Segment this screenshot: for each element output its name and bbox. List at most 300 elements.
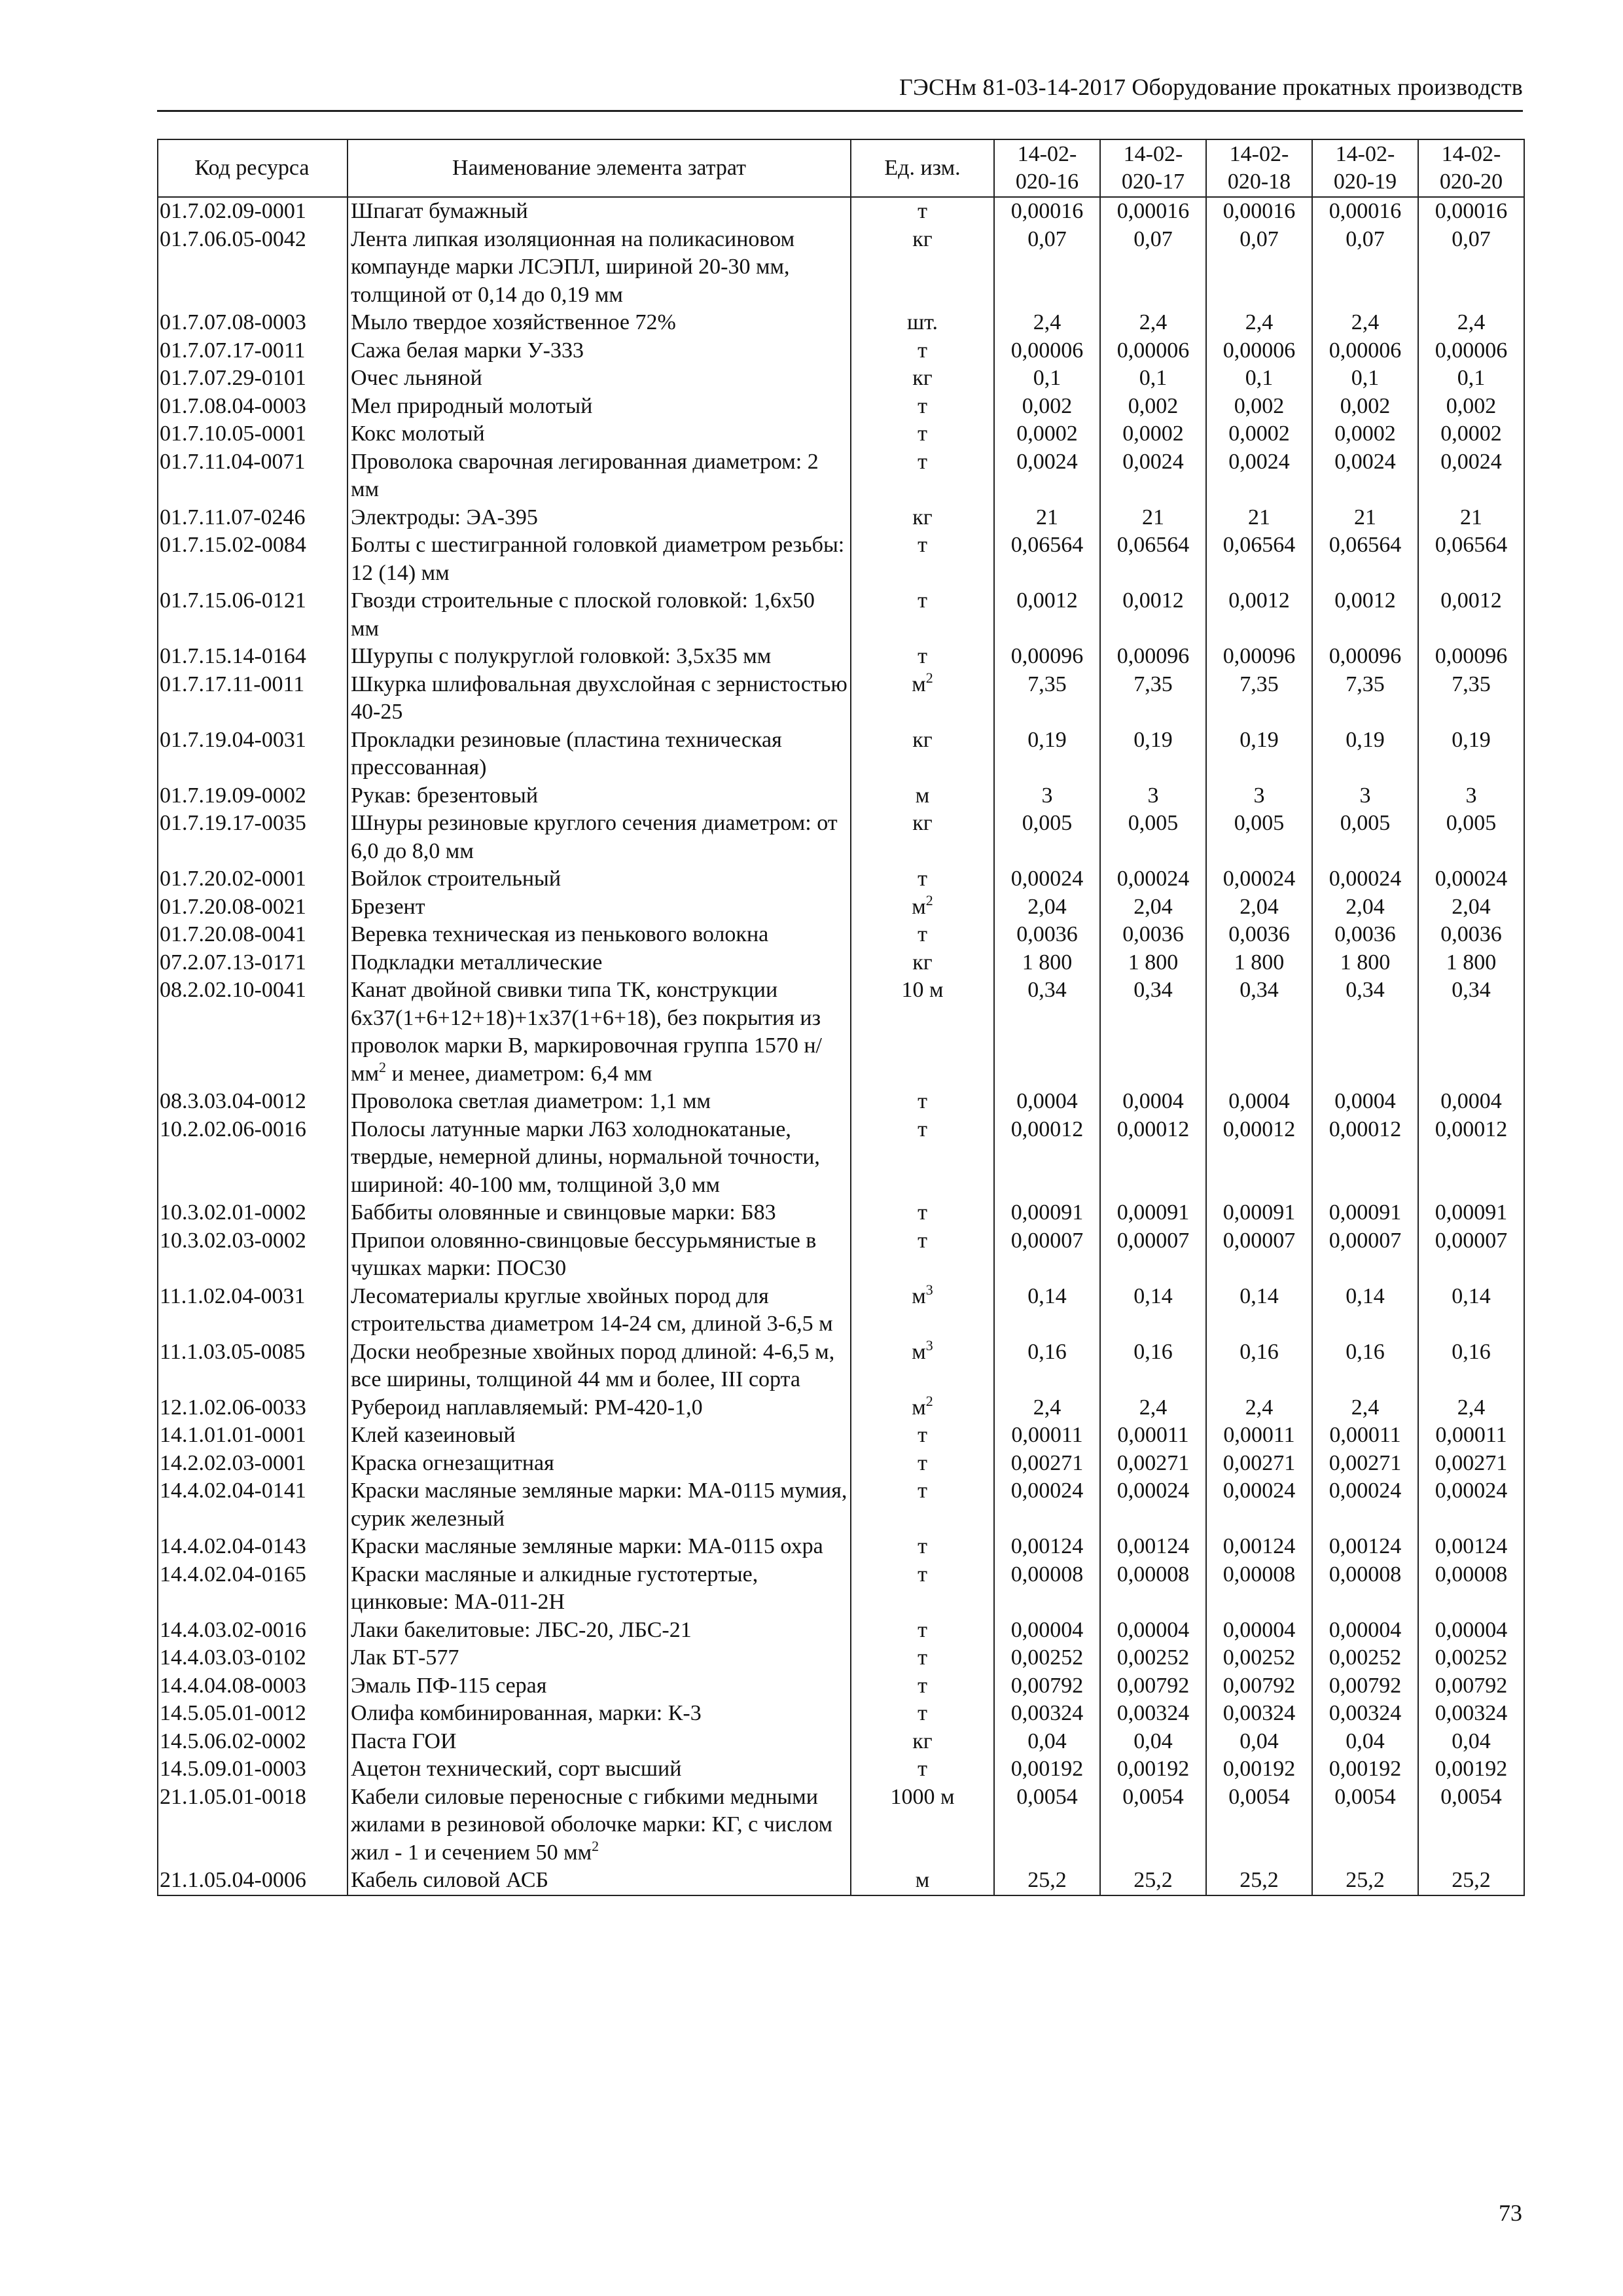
- resource-unit: т: [851, 197, 994, 226]
- resource-value: 0,00024: [1418, 1477, 1524, 1533]
- table-row: [158, 1700, 1524, 1728]
- table-row: [158, 1867, 1524, 1895]
- resource-name: Рубероид наплавляемый: РМ-420-1,0: [348, 1394, 851, 1422]
- resource-name: Болты с шестигранной головкой диаметром резьбы: 12 (14) мм: [348, 531, 851, 587]
- resource-unit: т: [851, 1450, 994, 1478]
- resource-value: 0,07: [1418, 226, 1524, 310]
- resource-value: 0,34: [1418, 977, 1524, 1088]
- resource-value: 0,0024: [1206, 448, 1312, 504]
- resource-code: 08.3.03.04-0012: [158, 1088, 348, 1116]
- resource-value: 0,00192: [994, 1755, 1100, 1784]
- table-header-row: [158, 139, 1524, 197]
- table-row: [158, 1755, 1524, 1784]
- resource-value: 0,00012: [994, 1116, 1100, 1200]
- resource-value: 0,00012: [1418, 1116, 1524, 1200]
- resource-value: 25,2: [1418, 1867, 1524, 1895]
- table-row: [158, 1561, 1524, 1617]
- resource-value: 0,0024: [1100, 448, 1206, 504]
- resource-value: 21: [1100, 504, 1206, 532]
- resource-code: 21.1.05.01-0018: [158, 1784, 348, 1867]
- resource-value: 0,00096: [1206, 643, 1312, 671]
- resource-code: 10.3.02.01-0002: [158, 1199, 348, 1227]
- resource-value: 0,00091: [1418, 1199, 1524, 1227]
- table-row: [158, 671, 1524, 726]
- resource-value: 0,00024: [1312, 865, 1418, 893]
- header-col-18: 14-02-020-18: [1206, 139, 1312, 197]
- resource-code: 10.3.02.03-0002: [158, 1227, 348, 1283]
- resource-value: 0,0004: [1312, 1088, 1418, 1116]
- header-col-17: 14-02-020-17: [1100, 139, 1206, 197]
- table-row: [158, 1784, 1524, 1867]
- resource-value: 3: [1100, 782, 1206, 810]
- resource-value: 0,00024: [1100, 1477, 1206, 1533]
- resource-value: 0,14: [994, 1283, 1100, 1338]
- resource-value: 0,00012: [1206, 1116, 1312, 1200]
- resource-value: 0,00091: [1100, 1199, 1206, 1227]
- resource-value: 0,1: [1206, 365, 1312, 393]
- resource-value: 0,00324: [1418, 1700, 1524, 1728]
- resource-value: 0,34: [1206, 977, 1312, 1088]
- resource-value: 0,0004: [1206, 1088, 1312, 1116]
- resource-name: Мел природный молотый: [348, 393, 851, 421]
- resource-value: 0,0002: [1100, 420, 1206, 448]
- resource-code: 11.1.02.04-0031: [158, 1283, 348, 1338]
- table-row: [158, 949, 1524, 977]
- resource-unit: т: [851, 1422, 994, 1450]
- resource-unit: т: [851, 1088, 994, 1116]
- resource-value: 0,0036: [1418, 921, 1524, 949]
- resource-value: 0,00011: [994, 1422, 1100, 1450]
- resource-value: 0,00324: [994, 1700, 1100, 1728]
- table-row: [158, 365, 1524, 393]
- resource-value: 0,00271: [1312, 1450, 1418, 1478]
- resource-code: 01.7.07.17-0011: [158, 337, 348, 365]
- resource-value: 7,35: [1418, 671, 1524, 726]
- resource-value: 0,0004: [1100, 1088, 1206, 1116]
- resource-name: Клей казеиновый: [348, 1422, 851, 1450]
- resource-value: 0,00192: [1100, 1755, 1206, 1784]
- resource-value: 0,0024: [1418, 448, 1524, 504]
- resource-value: 0,005: [1312, 810, 1418, 865]
- resource-code: 01.7.17.11-0011: [158, 671, 348, 726]
- resource-value: 2,4: [1418, 1394, 1524, 1422]
- resource-value: 0,00007: [1206, 1227, 1312, 1283]
- resource-unit: 10 м: [851, 977, 994, 1088]
- resource-value: 0,0024: [1312, 448, 1418, 504]
- table-row: [158, 1394, 1524, 1422]
- resource-code: 14.4.02.04-0165: [158, 1561, 348, 1617]
- resource-unit: м: [851, 782, 994, 810]
- resource-code: 14.5.06.02-0002: [158, 1728, 348, 1756]
- table-row: [158, 782, 1524, 810]
- resource-value: 3: [1418, 782, 1524, 810]
- resource-value: 0,1: [1418, 365, 1524, 393]
- resource-value: 1 800: [1418, 949, 1524, 977]
- table-row: [158, 893, 1524, 922]
- resource-value: 0,14: [1418, 1283, 1524, 1338]
- resource-code: 01.7.19.09-0002: [158, 782, 348, 810]
- resource-value: 0,0036: [1206, 921, 1312, 949]
- table-row: [158, 1728, 1524, 1756]
- resource-unit: т: [851, 921, 994, 949]
- resource-value: 0,07: [1206, 226, 1312, 310]
- resource-unit: $м^3$: [851, 1338, 994, 1394]
- table-row: [158, 1227, 1524, 1283]
- resource-name: Кабель силовой АСБ: [348, 1867, 851, 1895]
- resource-name: Лента липкая изоляционная на поликасиновом компаунде марки ЛСЭПЛ, шириной 20-30 мм, толщиной от 0,14 до 0,19 мм: [348, 226, 851, 310]
- table-row: [158, 1283, 1524, 1338]
- resource-unit: т: [851, 1755, 994, 1784]
- resource-name: Шнуры резиновые круглого сечения диаметром: от 6,0 до 8,0 мм: [348, 810, 851, 865]
- resource-value: 0,00252: [994, 1644, 1100, 1672]
- resource-value: 0,00024: [1206, 865, 1312, 893]
- resource-code: 01.7.06.05-0042: [158, 226, 348, 310]
- table-row: [158, 309, 1524, 337]
- resource-name: Сажа белая марки У-333: [348, 337, 851, 365]
- resource-name: Рукав: брезентовый: [348, 782, 851, 810]
- resource-value: 0,00016: [1206, 197, 1312, 226]
- resource-unit: т: [851, 1227, 994, 1283]
- table-row: [158, 504, 1524, 532]
- header-col-19: 14-02-020-19: [1312, 139, 1418, 197]
- resource-unit: т: [851, 1644, 994, 1672]
- table-row: [158, 1116, 1524, 1200]
- resource-value: 0,00016: [1418, 197, 1524, 226]
- resource-value: 0,00792: [1206, 1672, 1312, 1700]
- table-row: [158, 1644, 1524, 1672]
- resource-code: 07.2.07.13-0171: [158, 949, 348, 977]
- table-row: [158, 197, 1524, 226]
- resource-value: 0,00024: [994, 1477, 1100, 1533]
- resource-value: 0,00192: [1312, 1755, 1418, 1784]
- table-row: [158, 1617, 1524, 1645]
- resource-code: 01.7.10.05-0001: [158, 420, 348, 448]
- resource-name: Проволока сварочная легированная диаметром: 2 мм: [348, 448, 851, 504]
- resource-value: 7,35: [994, 671, 1100, 726]
- table-row: [158, 1450, 1524, 1478]
- resource-code: 14.2.02.03-0001: [158, 1450, 348, 1478]
- resource-value: 0,00096: [994, 643, 1100, 671]
- resource-name: Войлок строительный: [348, 865, 851, 893]
- resource-value: 0,0036: [994, 921, 1100, 949]
- resource-value: 0,00024: [994, 865, 1100, 893]
- resource-value: 0,00324: [1100, 1700, 1206, 1728]
- table-row: [158, 531, 1524, 587]
- resource-value: 0,00024: [1312, 1477, 1418, 1533]
- resource-unit: т: [851, 1116, 994, 1200]
- resource-unit: $м^2$: [851, 1394, 994, 1422]
- resource-value: 0,07: [1100, 226, 1206, 310]
- resource-value: 0,00008: [1100, 1561, 1206, 1617]
- resource-value: 0,00016: [1312, 197, 1418, 226]
- resource-code: 01.7.15.06-0121: [158, 587, 348, 643]
- resource-value: 0,00124: [1312, 1533, 1418, 1561]
- resource-value: 0,00271: [1418, 1450, 1524, 1478]
- resource-value: 2,4: [1312, 309, 1418, 337]
- resource-value: 21: [994, 504, 1100, 532]
- table-row: [158, 726, 1524, 782]
- page-header: [157, 73, 1523, 112]
- resource-value: 0,00271: [1206, 1450, 1312, 1478]
- resource-value: 0,06564: [1312, 531, 1418, 587]
- resource-value: 0,00004: [1100, 1617, 1206, 1645]
- resource-value: 0,005: [1418, 810, 1524, 865]
- resource-value: 0,00252: [1100, 1644, 1206, 1672]
- resource-unit: т: [851, 1533, 994, 1561]
- resource-unit: м: [851, 1867, 994, 1895]
- resource-value: 2,04: [1100, 893, 1206, 922]
- resource-value: 21: [1312, 504, 1418, 532]
- resource-code: 01.7.20.02-0001: [158, 865, 348, 893]
- resource-name: Лаки бакелитовые: ЛБС-20, ЛБС-21: [348, 1617, 851, 1645]
- resource-value: 0,0012: [1206, 587, 1312, 643]
- resource-value: 0,04: [1100, 1728, 1206, 1756]
- resource-value: 0,0002: [994, 420, 1100, 448]
- resource-unit: шт.: [851, 309, 994, 337]
- table-row: [158, 420, 1524, 448]
- resource-name: Кокс молотый: [348, 420, 851, 448]
- resource-value: 0,0004: [1418, 1088, 1524, 1116]
- header-name: Наименование элемента затрат: [348, 139, 851, 197]
- resource-name: Припои оловянно-свинцовые бессурьмянистые в чушках марки: ПОС30: [348, 1227, 851, 1283]
- resource-value: 0,19: [1100, 726, 1206, 782]
- resource-name: Доски необрезные хвойных пород длиной: 4-6,5 м, все ширины, толщиной 44 мм и более, III сорта: [348, 1338, 851, 1394]
- header-col-20: 14-02-020-20: [1418, 139, 1524, 197]
- resource-value: 0,00008: [1206, 1561, 1312, 1617]
- resource-value: 25,2: [1100, 1867, 1206, 1895]
- resource-unit: т: [851, 865, 994, 893]
- resource-name: Лак БТ-577: [348, 1644, 851, 1672]
- resource-value: 0,00007: [1100, 1227, 1206, 1283]
- resource-value: 0,00012: [1312, 1116, 1418, 1200]
- resource-value: 0,00008: [1312, 1561, 1418, 1617]
- resource-value: 2,4: [994, 1394, 1100, 1422]
- resource-value: 0,00004: [1418, 1617, 1524, 1645]
- resource-name: Канат двойной свивки типа ТК, конструкции 6x37(1+6+12+18)+1x37(1+6+18), без покрытия из проволок марки В, маркировочная группа 1570 $н/мм^2$ и менее, диаметром: 6,4 мм: [348, 977, 851, 1088]
- resource-value: 0,00006: [994, 337, 1100, 365]
- table-row: [158, 1199, 1524, 1227]
- resource-value: 0,00011: [1418, 1422, 1524, 1450]
- resource-value: 2,4: [1100, 1394, 1206, 1422]
- table-row: [158, 977, 1524, 1088]
- resource-value: 0,0002: [1312, 420, 1418, 448]
- resource-value: 0,00007: [994, 1227, 1100, 1283]
- resource-value: 0,00271: [1100, 1450, 1206, 1478]
- resource-code: 01.7.11.07-0246: [158, 504, 348, 532]
- resource-value: 0,00192: [1206, 1755, 1312, 1784]
- resource-code: 01.7.07.29-0101: [158, 365, 348, 393]
- resource-value: 0,04: [1418, 1728, 1524, 1756]
- resource-value: 0,0054: [1312, 1784, 1418, 1867]
- resource-value: 0,00324: [1206, 1700, 1312, 1728]
- resource-value: 0,00792: [994, 1672, 1100, 1700]
- resource-value: 0,04: [1312, 1728, 1418, 1756]
- resource-name: Краски масляные земляные марки: МА-0115 мумия, сурик железный: [348, 1477, 851, 1533]
- resource-name: Паста ГОИ: [348, 1728, 851, 1756]
- resource-unit: т: [851, 420, 994, 448]
- resource-value: 7,35: [1100, 671, 1206, 726]
- resource-value: 0,00004: [1312, 1617, 1418, 1645]
- table-row: [158, 337, 1524, 365]
- resource-code: 14.5.05.01-0012: [158, 1700, 348, 1728]
- resource-value: 0,00324: [1312, 1700, 1418, 1728]
- resource-value: 25,2: [1206, 1867, 1312, 1895]
- resource-value: 0,14: [1100, 1283, 1206, 1338]
- resource-name: Веревка техническая из пенькового волокна: [348, 921, 851, 949]
- resource-value: 25,2: [994, 1867, 1100, 1895]
- resource-name: Брезент: [348, 893, 851, 922]
- resource-code: 14.4.03.03-0102: [158, 1644, 348, 1672]
- resource-value: 0,0054: [1206, 1784, 1312, 1867]
- resource-name: Мыло твердое хозяйственное 72%: [348, 309, 851, 337]
- table-row: [158, 643, 1524, 671]
- resource-value: 0,002: [1100, 393, 1206, 421]
- resource-value: 0,00016: [994, 197, 1100, 226]
- resource-name: Краска огнезащитная: [348, 1450, 851, 1478]
- resource-value: 0,19: [1206, 726, 1312, 782]
- resource-value: 0,00252: [1418, 1644, 1524, 1672]
- resource-value: 0,002: [1312, 393, 1418, 421]
- resource-value: 3: [1312, 782, 1418, 810]
- resource-value: 0,00024: [1206, 1477, 1312, 1533]
- resource-value: 0,00271: [994, 1450, 1100, 1478]
- header-col-16: 14-02-020-16: [994, 139, 1100, 197]
- resource-value: 0,00006: [1100, 337, 1206, 365]
- table-body: [158, 197, 1524, 1895]
- resource-table: [157, 139, 1525, 1896]
- resource-value: 1 800: [1312, 949, 1418, 977]
- resource-value: 0,00792: [1312, 1672, 1418, 1700]
- resource-unit: кг: [851, 810, 994, 865]
- resource-value: 0,16: [1100, 1338, 1206, 1394]
- resource-name: Эмаль ПФ-115 серая: [348, 1672, 851, 1700]
- resource-name: Гвозди строительные с плоской головкой: 1,6x50 мм: [348, 587, 851, 643]
- resource-value: 0,0036: [1312, 921, 1418, 949]
- resource-code: 14.4.04.08-0003: [158, 1672, 348, 1700]
- resource-value: 0,0054: [1418, 1784, 1524, 1867]
- resource-name: Прокладки резиновые (пластина техническая прессованная): [348, 726, 851, 782]
- resource-value: 0,14: [1312, 1283, 1418, 1338]
- resource-value: 0,0004: [994, 1088, 1100, 1116]
- resource-name: Баббиты оловянные и свинцовые марки: Б83: [348, 1199, 851, 1227]
- table-row: [158, 393, 1524, 421]
- resource-code: 01.7.19.17-0035: [158, 810, 348, 865]
- resource-value: 0,00091: [1206, 1199, 1312, 1227]
- resource-value: 0,0012: [1100, 587, 1206, 643]
- resource-unit: т: [851, 337, 994, 365]
- resource-name: Полосы латунные марки Л63 холоднокатаные, твердые, немерной длины, нормальной точности, шириной: 40-100 мм, толщиной 3,0 мм: [348, 1116, 851, 1200]
- resource-value: 0,00011: [1206, 1422, 1312, 1450]
- table-row: [158, 1533, 1524, 1561]
- resource-value: 7,35: [1312, 671, 1418, 726]
- resource-value: 0,00006: [1206, 337, 1312, 365]
- resource-unit: т: [851, 1617, 994, 1645]
- resource-code: 01.7.15.02-0084: [158, 531, 348, 587]
- resource-code: 01.7.19.04-0031: [158, 726, 348, 782]
- resource-code: 08.2.02.10-0041: [158, 977, 348, 1088]
- resource-value: 0,07: [1312, 226, 1418, 310]
- resource-value: 0,00024: [1418, 865, 1524, 893]
- resource-value: 0,00008: [994, 1561, 1100, 1617]
- resource-value: 0,06564: [1418, 531, 1524, 587]
- resource-value: 7,35: [1206, 671, 1312, 726]
- resource-unit: кг: [851, 949, 994, 977]
- resource-unit: кг: [851, 504, 994, 532]
- resource-value: 0,005: [1100, 810, 1206, 865]
- resource-unit: т: [851, 643, 994, 671]
- resource-value: 0,0036: [1100, 921, 1206, 949]
- resource-value: 0,0054: [994, 1784, 1100, 1867]
- resource-value: 0,34: [1100, 977, 1206, 1088]
- resource-code: 14.5.09.01-0003: [158, 1755, 348, 1784]
- table-row: [158, 1422, 1524, 1450]
- table-row: [158, 448, 1524, 504]
- resource-value: 0,00007: [1418, 1227, 1524, 1283]
- resource-value: 0,00012: [1100, 1116, 1206, 1200]
- resource-value: 0,00011: [1100, 1422, 1206, 1450]
- resource-value: 2,4: [1206, 1394, 1312, 1422]
- resource-value: 0,0012: [994, 587, 1100, 643]
- resource-value: 3: [994, 782, 1100, 810]
- resource-value: 0,00006: [1312, 337, 1418, 365]
- resource-value: 2,04: [994, 893, 1100, 922]
- resource-code: 01.7.11.04-0071: [158, 448, 348, 504]
- resource-name: Шкурка шлифовальная двухслойная с зернистостью 40-25: [348, 671, 851, 726]
- resource-name: Шурупы с полукруглой головкой: 3,5x35 мм: [348, 643, 851, 671]
- resource-code: 01.7.20.08-0021: [158, 893, 348, 922]
- resource-value: 0,14: [1206, 1283, 1312, 1338]
- table-row: [158, 1477, 1524, 1533]
- resource-value: 0,002: [994, 393, 1100, 421]
- resource-unit: т: [851, 531, 994, 587]
- resource-value: 0,34: [1312, 977, 1418, 1088]
- resource-value: 2,04: [1418, 893, 1524, 922]
- resource-name: Краски масляные земляные марки: МА-0115 охра: [348, 1533, 851, 1561]
- resource-value: 2,4: [1100, 309, 1206, 337]
- resource-unit: кг: [851, 726, 994, 782]
- table-row: [158, 1672, 1524, 1700]
- document-title: ГЭСНм 81-03-14-2017 Оборудование прокатных производств: [899, 74, 1523, 100]
- resource-value: 0,06564: [1100, 531, 1206, 587]
- resource-value: 0,005: [994, 810, 1100, 865]
- resource-value: 0,00792: [1100, 1672, 1206, 1700]
- resource-value: 0,00007: [1312, 1227, 1418, 1283]
- resource-unit: $м^2$: [851, 671, 994, 726]
- resource-code: 14.4.02.04-0141: [158, 1477, 348, 1533]
- resource-unit: т: [851, 1672, 994, 1700]
- resource-unit: $м^2$: [851, 893, 994, 922]
- resource-code: 01.7.02.09-0001: [158, 197, 348, 226]
- resource-value: 0,00004: [994, 1617, 1100, 1645]
- resource-unit: т: [851, 1477, 994, 1533]
- table-row: [158, 226, 1524, 310]
- resource-unit: т: [851, 1700, 994, 1728]
- resource-value: 0,00096: [1100, 643, 1206, 671]
- resource-unit: 1000 м: [851, 1784, 994, 1867]
- resource-value: 0,19: [1418, 726, 1524, 782]
- table-row: [158, 810, 1524, 865]
- resource-value: 0,00016: [1100, 197, 1206, 226]
- resource-value: 2,04: [1312, 893, 1418, 922]
- table-row: [158, 1088, 1524, 1116]
- resource-value: 0,1: [994, 365, 1100, 393]
- resource-value: 0,04: [994, 1728, 1100, 1756]
- resource-code: 10.2.02.06-0016: [158, 1116, 348, 1200]
- resource-value: 0,16: [994, 1338, 1100, 1394]
- resource-value: 0,00006: [1418, 337, 1524, 365]
- resource-value: 0,00252: [1312, 1644, 1418, 1672]
- resource-value: 0,16: [1206, 1338, 1312, 1394]
